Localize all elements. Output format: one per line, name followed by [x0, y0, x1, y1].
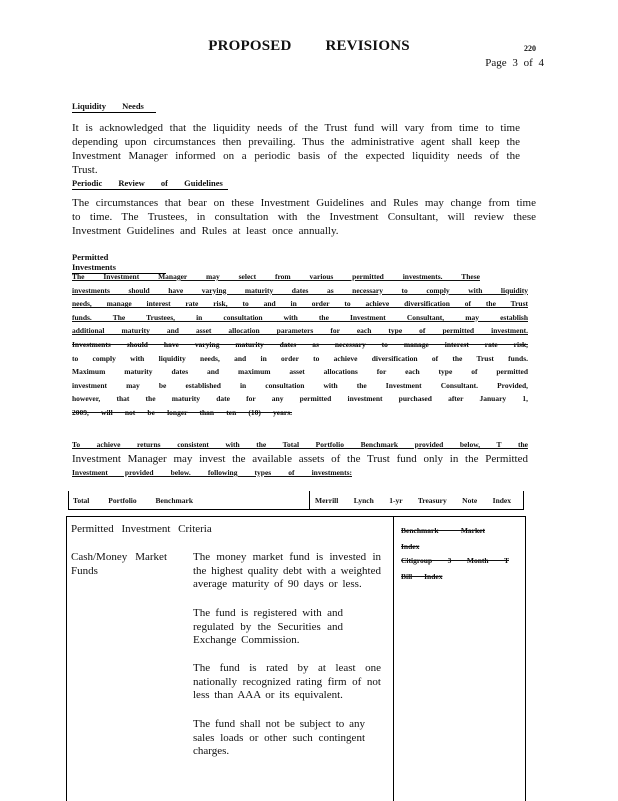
periodic-review-heading: Periodic Review of Guidelines	[72, 178, 228, 190]
page-of-label: Page 3 of 4	[485, 57, 544, 69]
periodic-review-paragraph: The circumstances that bear on these Investment Guidelines and Rules may change from time to time. The Trustees, in consultation with the Investment Consultant, will review these Investment Guidelines and Rules at least once annually.	[72, 197, 536, 237]
criteria-item: The money market fund is invested in the highest quality debt with a weighted average maturity of 90 days or less.	[193, 551, 381, 590]
criteria-category: Cash/Money Market Funds	[71, 551, 167, 577]
criteria-table-header: Permitted Investment Criteria	[71, 523, 212, 535]
permitted-line: Maximum maturity dates and maximum asset allocations for each type of permitted	[72, 367, 528, 377]
benchmark-row	[68, 491, 524, 510]
permitted-investments-heading: Permitted Investments	[72, 252, 166, 274]
page-number: 220	[524, 44, 536, 53]
permitted-line: The Investment Manager may select from various permitted investments. These	[72, 272, 480, 281]
criteria-item: The fund is registered with and regulated by the Securities and Exchange Commission.	[193, 607, 343, 646]
permitted-line: investment may be established in consultation with the Investment Consultant. Provided,	[72, 380, 528, 390]
criteria-item: The fund is rated by at least one nationally recognized rating firm of not less than AAA or its equivalent.	[193, 662, 381, 701]
criteria-table	[66, 516, 526, 801]
permitted-investments-text	[72, 270, 528, 420]
liquidity-heading: Liquidity Needs	[72, 101, 156, 113]
criteria-item: The fund shall not be subject to any sales loads or other such contingent charges.	[193, 718, 365, 757]
permitted-line: needs, manage interest rate risk, to and in order to achieve diversification of the Trust	[72, 299, 528, 309]
struck-benchmark-label: Benchmark Market Index	[401, 526, 485, 551]
benchmark-row-left: Total Portfolio Benchmark	[73, 496, 193, 505]
permitted-line-struck: Investments should have varying maturity dates as necessary to manage interest rate risk,	[72, 339, 528, 349]
permitted-line: to comply with liquidity needs, and in order to achieve diversification of the Trust funds.	[72, 353, 528, 363]
page-title: PROPOSED REVISIONS	[208, 38, 410, 54]
permitted-line: investments should have varying maturity dates as necessary to comply with liquidity	[72, 285, 528, 295]
permitted-line-struck: 2009, will not be longer than ten (10) years.	[72, 407, 292, 417]
criteria-table-divider	[393, 517, 394, 801]
benchmark-row-divider	[309, 491, 310, 509]
achieve-returns-line1: To achieve returns consistent with the Total Portfolio Benchmark provided below, T the	[72, 440, 528, 449]
liquidity-paragraph: It is acknowledged that the liquidity needs of the Trust fund will vary from time to time depending upon circumstances then prevailing. Thus the administrative agent shall keep the Investment Manager informed on a periodic basis of the expected liquidity needs of the Trust.	[72, 122, 520, 176]
benchmark-row-right: Merrill Lynch 1-yr Treasury Note Index	[315, 496, 511, 505]
permitted-line: additional maturity and asset allocation parameters for each type of permitted investment.	[72, 326, 528, 336]
permitted-line: funds. The Trustees, in consultation with the Investment Consultant, may establish	[72, 312, 528, 322]
struck-benchmark-index: Citigroup 3 Month T Bill Index	[401, 556, 509, 581]
achieve-returns-line3: Investment provided below. following types of investments:	[72, 468, 352, 477]
achieve-returns-line2: Investment Manager may invest the available assets of the Trust fund only in the Permitted	[72, 453, 528, 465]
permitted-line: however, that the maturity date for any permitted investment purchased after January 1,	[72, 394, 528, 404]
